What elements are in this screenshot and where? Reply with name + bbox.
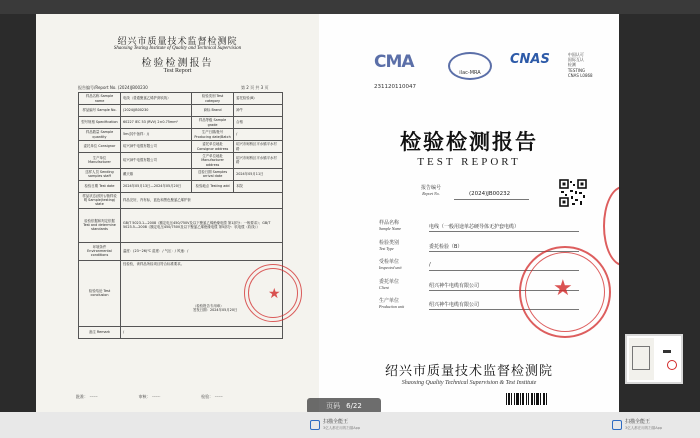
cnas-info xyxy=(568,52,593,78)
table-cell-label: 样品编号 Sample No. xyxy=(79,105,121,117)
conclusion-value: 经检验，该样品所检项目符合标准要求。 xyxy=(123,261,185,266)
left-page-number: 第 2 页 共 3 页 xyxy=(241,85,269,90)
field-label xyxy=(379,280,399,290)
ilac-mra-logo: ilac-MRA xyxy=(448,52,492,80)
field-label xyxy=(379,241,399,251)
field-underline xyxy=(429,231,579,232)
field-value: 绍兴神牛电缆有限公司 xyxy=(429,302,480,308)
field-value: 绍兴神牛电缆有限公司 xyxy=(429,283,480,289)
table-cell-value2: 2024年05月11日 xyxy=(234,168,283,180)
field-label xyxy=(379,299,404,309)
scanner-logo-icon xyxy=(612,420,622,430)
field-label-cn: 检验类别 xyxy=(379,240,400,246)
edge-seal-stamp xyxy=(603,186,619,266)
left-institute-title: 绍兴市质量技术监督检测院 xyxy=(117,37,238,47)
field-label-cn: 样品名称 xyxy=(379,220,400,226)
table-cell-label: 生产单位 Manufacturer xyxy=(79,153,121,169)
report-number-label: 报告编号 xyxy=(421,185,442,191)
table-row xyxy=(79,129,283,141)
scanner-brand-tagline: 3亿人都在用的扫描App xyxy=(625,426,663,430)
page-indicator-label: 页码 xyxy=(326,402,341,410)
issuing-organization: 绍兴市质量技术监督检测院 xyxy=(384,364,553,379)
report-number-value: (2024)JB00232 xyxy=(469,191,511,197)
table-cell-label2: 送检日期 Samples arrival date xyxy=(192,168,234,180)
page-thumbnail[interactable] xyxy=(625,334,683,384)
table-cell-value2: / xyxy=(234,129,283,141)
field-label xyxy=(379,260,402,270)
field-label-cn: 受检单位 xyxy=(379,259,400,265)
cnas-title: CNAS xyxy=(510,52,550,67)
table-cell-label: 检验日期 Test date xyxy=(79,180,121,192)
environment-value: 温度：(23~26)℃ 湿度：/ 气压：/ 风速：/ xyxy=(121,242,283,260)
table-cell-label: 送样人员 Sending samples staff xyxy=(79,168,121,180)
table-row xyxy=(79,326,283,338)
table-row xyxy=(79,208,283,242)
seal-star-icon: ★ xyxy=(268,286,281,302)
table-cell-value: 绍兴神牛电缆有限公司 xyxy=(121,153,192,169)
certification-logos xyxy=(374,52,593,90)
conclusion-date: 签发日期：2024年05月20日 xyxy=(193,308,238,313)
table-cell-value2: 合格 xyxy=(234,117,283,129)
remark-label: 备注 Remark xyxy=(79,326,121,338)
issuing-organization-en: Shaoxing Quality Technical Supervision & Test Institute xyxy=(401,380,537,386)
left-institute-title-en: Shaoxing Testing Institute of Quality and Technical Supervision xyxy=(113,46,242,51)
sampling-value: 样品完好，内有标，蓝色和黑色聚氯乙烯护套 xyxy=(121,192,283,208)
cnas-info-line: 检测 xyxy=(567,62,576,68)
table-cell-label2: 生产单位地址 Manufacturer address xyxy=(192,153,234,169)
conclusion-label: 检验结论 Test conclusion xyxy=(79,260,121,326)
table-row xyxy=(79,93,283,105)
table-cell-value: 电线（普通聚氯乙烯护套软线） xyxy=(121,93,192,105)
remark-value: / xyxy=(121,326,283,338)
table-cell-label2: 样品等级 Sample grade xyxy=(192,117,234,129)
scanner-brand-left xyxy=(310,418,360,431)
left-report-title-en: Test Report xyxy=(163,68,192,74)
cma-number: 231120110047 xyxy=(374,84,416,90)
table-row xyxy=(79,153,283,169)
field-label-cn: 委托单位 xyxy=(379,279,400,285)
report-number-label-en: Report No. xyxy=(422,191,440,196)
report-title: 检验检测报告 xyxy=(400,129,538,154)
report-title-en: TEST REPORT xyxy=(417,156,521,168)
field-value: 电线（一般用途单芯硬导体无护套电缆） xyxy=(429,224,520,230)
tester-label: 检验： xyxy=(201,394,214,399)
table-cell-value: 60227 IEC 53 (RVV) 2×0.75mm² xyxy=(121,117,192,129)
scanner-logo-icon xyxy=(310,420,320,430)
table-cell-value: 绍兴神牛电缆有限公司 xyxy=(121,141,192,153)
cnas-info-line: 国际互认 xyxy=(567,57,584,63)
field-label-cn: 生产单位 xyxy=(379,298,400,304)
environment-label: 环境条件 Environmental conditions xyxy=(79,242,121,260)
table-cell-label2: 生产日期/批号 Producing date/Batch xyxy=(192,129,234,141)
field-label-en: Inspected unit xyxy=(379,264,402,270)
report-number-block xyxy=(421,184,441,196)
page-right-report-cover[interactable] xyxy=(319,14,619,412)
table-cell-label2: 商标 Brand xyxy=(192,105,234,117)
report-number-underline xyxy=(454,199,529,200)
field-label-en: Client xyxy=(379,284,389,290)
standard-value: GB/T 5023.1—2008《额定电压450/750V及以下聚氯乙烯绝缘电缆 第1部分：一般要求》；GB/T 5023.5—2008《额定电压450/750V及以下聚氯乙烯绝缘电缆 第5部分：软电缆（软线）》 xyxy=(121,208,283,242)
cnas-info-line: TESTING xyxy=(567,67,586,73)
scanner-brand-name: 扫描全能王 xyxy=(625,419,651,425)
scanner-brand-tagline: 3亿人都在用的扫描App xyxy=(323,426,361,430)
table-row xyxy=(79,192,283,208)
table-cell-label: 样品名称 Sample name xyxy=(79,93,121,105)
viewer-top-bar xyxy=(0,0,700,14)
page-indicator-value: 6/22 xyxy=(346,402,362,410)
field-value: 委托检验（B） xyxy=(429,244,463,250)
table-cell-value2: 绍兴市柯桥区平水镇平水村路 xyxy=(234,153,283,169)
field-label xyxy=(379,221,401,231)
table-row xyxy=(79,105,283,117)
standard-label: 检验依据和判定依据 Test and determine standards xyxy=(79,208,121,242)
table-cell-value: 戴天雄 xyxy=(121,168,192,180)
table-cell-value: 2024年05月13日—2024年05月20日 xyxy=(121,180,192,192)
table-cell-label: 型号规格 Specification xyxy=(79,117,121,129)
official-seal-star-icon: ★ xyxy=(553,276,573,301)
approver-label: 批准： xyxy=(76,394,88,399)
table-cell-value2: 本院 xyxy=(234,180,283,192)
table-row xyxy=(79,242,283,260)
left-report-title: 检验检测报告 xyxy=(141,58,214,69)
barcode-icon xyxy=(505,392,549,406)
table-cell-label2: 检验类别 Test category xyxy=(192,93,234,105)
scanner-brand-right xyxy=(612,418,662,431)
cnas-logo xyxy=(510,52,550,67)
field-label-en: Sample Name xyxy=(379,225,402,231)
table-cell-label2: 检验地点 Testing add xyxy=(192,180,234,192)
table-cell-value: (2024)JB00230 xyxy=(121,105,192,117)
field-label-en: Production unit xyxy=(379,303,405,309)
table-cell-label: 委托单位 Consignor xyxy=(79,141,121,153)
table-row xyxy=(79,180,283,192)
left-report-number: 报告编号/Report No. (2024)JB00230 xyxy=(78,85,148,90)
table-row xyxy=(79,168,283,180)
sampling-label: 样品状态(照片)/抽样说明 Sample(testing) state xyxy=(79,192,121,208)
table-cell-label2: 委托单位地址 Consignor address xyxy=(192,141,234,153)
table-cell-label: 样品数量 Sample quantity xyxy=(79,129,121,141)
page-left-report-detail[interactable] xyxy=(36,14,319,412)
table-cell-value2: 委托检验(B) xyxy=(234,93,283,105)
table-cell-value2: 神牛 xyxy=(234,105,283,117)
table-cell-value: 5m(其中备样：/) xyxy=(121,129,192,141)
cma-logo: CMA 231120110047 xyxy=(374,52,416,90)
table-cell-value2: 绍兴市柯桥区平水镇平水村路 xyxy=(234,141,283,153)
table-row xyxy=(79,141,283,153)
scanner-brand-name: 扫描全能王 xyxy=(323,419,349,425)
table-row xyxy=(79,117,283,129)
field-label-en: Test Type xyxy=(379,245,394,251)
cnas-info-line: 中国认可 xyxy=(567,52,584,57)
reviewer-label: 审核： xyxy=(138,394,151,399)
qr-code-icon xyxy=(559,179,587,207)
cnas-info-line: CNAS L0868 xyxy=(567,72,593,78)
signature-row: 批准： 〰〰 审核： 〰〰 检验： 〰〰 xyxy=(76,394,223,399)
conclusion-stamp-note: （检验报告专用章） xyxy=(193,304,224,308)
field-value: / xyxy=(429,262,431,268)
